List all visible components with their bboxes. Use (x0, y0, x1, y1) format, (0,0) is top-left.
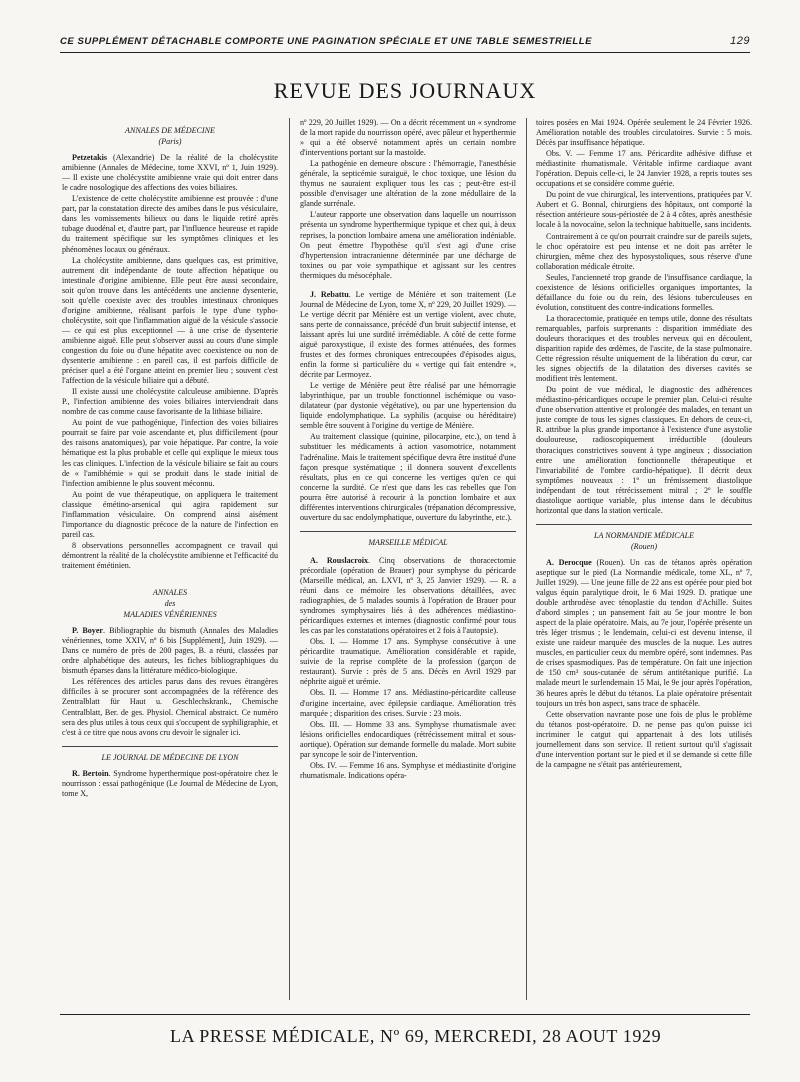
article-paragraph: toires posées en Mai 1924. Opérée seulement le 24 Février 1926. Amélioration notable des troubles circulatoires. Survie : 5 mois. Décès par insuffisance hépatique. (536, 118, 752, 148)
article-paragraph: Au traitement classique (quinine, pilocarpine, etc.), on tend à substituer les médicaments à action vasomotrice, notamment l'adrénaline. Mais le traitement spécifique devra être institué d'une façon presque systématique ; il donnera souvent d'excellents résultats, plus en ce qui concerne les vertiges qu'en ce qui concerne la surdité. Ce n'est que dans les cas rebelles que l'on pourra être autorisé à recourir à la ponction lombaire et aux différentes interventions chirurgicales (trépanation décompressive, ouverture du sac endolymphatique, ouverture du labyrinthe, etc.). (300, 432, 516, 522)
column-1 (62, 118, 278, 1006)
article-paragraph: Au point de vue thérapeutique, on appliquera le traitement classique émétino-arsenical qui agira rapidement sur l'inflammation vésiculaire. On comprend ainsi aisément l'importance du diagnostic précoce de la nature de l'infection en pareil cas. (62, 489, 278, 539)
article-paragraph: Les références des articles parus dans des revues étrangères difficiles à se procurer sont accompagnées de la référence des Zentralblatt für Haut u. Geschlechskrank., Chemische Centralblatt, Ber. de ges. Physiol. Chemical abstraict. Ce numéro sera des plus utiles à tous ceux qui s'occupent de syphiligraphie, et c'est à ce titre que nous avons cru devoir le signaler ici. (62, 677, 278, 737)
journal-heading: MALADIES VÉNÉRIENNES (123, 610, 217, 620)
bottom-rule (60, 1014, 750, 1015)
article-abstract (300, 556, 516, 636)
article-paragraph: Au point de vue pathogénique, l'infection des voies biliaires pourrait se faire par voie ascendante et, plus difficilement (pour des raisons anatomiques), par voie hépatique. Par contre, la voie hématique est la plus probable et celle qui explique le mieux tous les cas cliniques. L'infection de la vésicule biliaire se fait au cours de « l'amibhémie » qui se produit dans le stade initial de l'infection amibienne le plus souvent méconnu. (62, 418, 278, 488)
article-paragraph: L'auteur rapporte une observation dans laquelle un nourrisson présenta un syndrome hyperthermique typique et chez qui, à deux reprises, la ponction lombaire amena une amélioration indéniable. On peut émettre l'hypothèse qu'il s'est agi d'une crise d'hypertension intracranienne déterminée par une décharge de toxines ou par voie sympathique et agissant sur les centres thermiques du mésocéphale. (300, 210, 516, 280)
journal-place: (Rouen) (630, 541, 658, 551)
article-paragraph: La thoracectomie, pratiquée en temps utile, donne des résultats remarquables, parfois surprenants : disparition immédiate des douleurs thoraciques et des troubles nerveux qui en découlent, disparition rapide des œdèmes, de l'ascite, de la stase pulmonaire. Cette régression résulte uniquement de la libération du cœur, car les signes objectifs de la dilatation des diverses cavités se modifient très lentement. (536, 313, 752, 384)
article-title: (Alexandrie) De la réalité de la cholécystite amibienne (Annales de Médecine, tome XXVI, nº 1, Juin 1929). — Il existe une cholécystite amibienne vraie qui doit entrer dans le cadre nosologique des affections des voies biliaires. (62, 153, 278, 193)
column-separator-2 (526, 118, 527, 1000)
article-title: . Syndrome hyperthermique post-opératoire chez le nourrisson : essai pathogénique (Le Journal de Médecine de Lyon, tome X, (62, 768, 278, 798)
article-author: P. Boyer (72, 626, 104, 636)
article-paragraph: Contrairement à ce qu'on pourrait craindre sur de pareils sujets, le choc opératoire est peu intense et ne doit pas arrêter le chirurgien, même chez des hyposystoliques, sous réserve d'une collaboration médicale étroite. (536, 231, 752, 271)
article-paragraph: 8 observations personnelles accompagnent ce travail qui démontrent la réalité de la cholécystite amibienne et l'efficacité du traitement émétinien. (62, 540, 278, 570)
column-2 (300, 118, 516, 1006)
section-divider (300, 531, 516, 532)
article-paragraph: Du point de vue médical, le diagnostic des adhérences médiastino-péricardiques occupe le premier plan. Celui-ci résulte d'une observation attentive et prolongée des malades, en tenant un juste compte de tous les signes classiques. En dehors de ceux-ci, R. attribue la plus grande importance à l'existence d'une asystolie douloureuse, radioscopiquement irréductible (douleurs thoraciques constrictives souvent à type angineux ; dissociation entre une amélioration fonctionnelle thérapeutique et l'invariabilité de l'ombre cardio-hépatique). Il décrit deux symptômes nouveaux : 1º un frémissement diastolique indépendant de tout rétrécissement mitral ; 2º le souffle diastolique aortique variable, plus intense dans le décubitus horizontal que dans la station verticale. (536, 385, 752, 515)
section-divider (536, 524, 752, 525)
article-author: J. Rebattu (310, 289, 349, 299)
article-paragraph: Il existe aussi une cholécystite calculeuse amibienne. D'après P., l'infection amibienne des voies biliaires interviendrait dans nombre de cas comme cause favorisante de la lithiase biliaire. (62, 387, 278, 417)
section-title: REVUE DES JOURNAUX (273, 78, 537, 103)
top-banner (60, 36, 750, 47)
article-author: A. Rouslacroix (310, 555, 369, 565)
article-author: Petzetakis (72, 153, 108, 163)
journal-heading: LE JOURNAL DE MÉDECINE DE LYON (101, 752, 239, 762)
journal-heading: LA NORMANDIE MÉDICALE (593, 530, 695, 540)
journal-heading: ANNALES DE MÉDECINE (125, 126, 215, 135)
article-title: (Rouen). Un cas de tétanos après opération aseptique sur le pied (La Normandie médicale, tome XL, nº 7, Juillet 1929). — Une jeune fille de 22 ans est opérée pour pied bot valgus équin paralytique droit, le 6 Mai 1929. D. pratique une double arthrodèse avec ténoplastie du tendon d'Achille. Suites d'abord simples ; un pansement fait au 5e jour montre le bon aspect de la plaie opératoire. Mais, au 7e jour, l'opérée présente un très léger trismus ; le lendemain, celui-ci est devenu intense, il existe une raideur marquée des muscles de la nuque. Les autres muscles, en particulier ceux du membre opéré, sont indemnes. Pas de crises spasmodiques. Pas de température. On fait une injection de 150 cm³ sous-cutanée de sérum antitétanique purifié. La malade meurt le surlendemain 15 Mai, le 9e jour après l'opération, 36 heures après le début du tétanos. La plaie opératoire présentait toujours un très bon aspect, sans trace de sphacèle. (536, 557, 752, 708)
journal-heading: ANNALES (152, 588, 188, 598)
article-author: A. Derocque (546, 557, 592, 567)
article-paragraph: Cette observation navrante pose une fois de plus le problème du tétanos post-opératoire. D. ne pense pas qu'on puisse ici incriminer le catgut qui appartenait à des lots utilisés journellement dans son service. Il retient surtout qu'il s'agissait d'une intervention portant sur le pied et il se demande si cette fille de la campagne ne s'était pas antérieurement, (536, 709, 752, 769)
article-abstract (62, 626, 278, 676)
article-title: . Cinq observations de thoracectomie précordiale (opération de Brauer) pour symphyse du péricarde (Marseille médical, an. LXVI, nº 3, 25 Janvier 1929). — R. a réuni dans ce mémoire les observations détaillées, avec radiographies, de 5 malades soumis à l'opération de Brauer pour syndromes symphysaires liés à des adhérences médiastino-péricardiques externes et internes (diagnostic confirmé pour tous les cas par les constatations opératoires et 2 fois à l'autopsie). (300, 555, 516, 636)
page-footer: LA PRESSE MÉDICALE, Nº 69, MERCREDI, 28 AOUT 1929 (170, 1026, 662, 1046)
article-paragraph: Seules, l'ancienneté trop grande de l'insuffisance cardiaque, la coexistence de lésions orificielles organiques importantes, la défaillance du foie ou du rein, des lésions tuberculeuses en évolution, constituent des contre-indications formelles. (536, 272, 752, 312)
page-number: 129 (730, 35, 750, 47)
article-paragraph: La pathogénie en demeure obscure : l'hémorragie, l'anesthésie générale, la septicémie suraiguë, le choc toxique, une lésion du thymus ne sauraient expliquer tous les cas ; peut-être est-il possible d'envisager une altération de la zone médullaire de la glande surrénale. (300, 159, 516, 209)
article-author: R. Bertoin (72, 768, 109, 778)
article-paragraph: La cholécystite amibienne, dans quelques cas, est primitive, autrement dit indépendante de toute affection hépatique ou intestinale d'origine amibienne. Elle peut être aussi secondaire, soit qu'on trouve dans les antécédents une ancienne dysenterie, soit qu'elle coexiste avec des troubles intestinaux chroniques d'origine amibienne, réalisant parfois le type d'une typho-cholécystite, soit que l'inflammation aiguë de la vésicule s'associe — ce qui est plus exceptionnel — à une crise de dysenterie amibienne aiguë. Elle peut s'observer aussi au cours d'une simple congestion du foie ou d'une hépatite avec coexistence ou non de dysenterie amibienne : en pareil cas, il est parfois difficile de préciser quel a été l'organe atteint en premier lieu ; souvent c'est l'affection de la vésicule biliaire qui a débuté. (62, 255, 278, 386)
article-paragraph: Obs. II. — Homme 17 ans. Médiastino-péricardite calleuse d'origine incertaine, avec épilepsie cardiaque. Amélioration très marquée ; disparition des crises. Survie : 23 mois. (300, 688, 516, 718)
column-3 (536, 118, 752, 1006)
article-abstract (536, 558, 752, 709)
article-paragraph: nº 229, 20 Juillet 1929). — On a décrit récemment un « syndrome de la mort rapide du nourrisson opéré, avec pâleur et hyperthermie » qui a été observé notamment après un certain nombre d'interventions portant sur la mastoïde. (300, 118, 516, 158)
article-paragraph: Obs. I. — Homme 17 ans. Symphyse consécutive à une péricardite traumatique. Amélioration considérable et rapide, suivie de la reprise complète de la profession (garçon de restaurant). Survie : près de 5 ans. Décès en Avril 1929 par néphrite aiguë et urémie. (300, 637, 516, 687)
journal-heading: MARSEILLE MÉDICAL (368, 537, 448, 547)
journal-place: (Paris) (158, 137, 182, 147)
article-abstract (62, 153, 278, 193)
article-paragraph: Du point de vue chirurgical, les interventions, pratiquées par V. Aubert et G. Bonnal, chirurgiens des hôpitaux, ont comporté la résection antérieure sous-périostée de 2 à 4 côtes, après anesthésie locale à la novocaïne, selon la technique habituelle, sans incidents. (536, 190, 752, 230)
article-title: . Bibliographie du bismuth (Annales des Maladies vénériennes, tome XXIV, nº 6 bis [Supplément], Juin 1929). — Dans ce numéro de près de 200 pages, B. a réuni, classées par ordre alphabétique des auteurs, les fiches bibliographiques du bismuth éparses dans la littérature médico-biologique. (62, 626, 278, 676)
article-abstract (62, 769, 278, 799)
article-paragraph: L'existence de cette cholécystite amibienne est prouvée : d'une part, par la constatation directe des amibes dans le pus vésiculaire, dans les vomissements bilieux ou dans le liquide retiré après tubage duodénal et, d'autre part, par l'influence heureuse et rapide du traitement spécifique sur les symptômes cliniques et les phénomènes locaux ou généraux. (62, 194, 278, 254)
article-paragraph: Obs. IV. — Femme 16 ans. Symphyse et médiastinite d'origine rhumatismale. Indications opéra- (300, 760, 516, 780)
journal-heading: des (164, 599, 176, 609)
section-divider (62, 746, 278, 747)
article-paragraph: Le vertige de Ménière peut être réalisé par une hémorragie labyrinthique, par un trouble fonctionnel ischémique ou vaso-dilatateur (par dystonie végétative), ou par une hypertension du liquide endolymphatique. La syphilis (acquise ou héréditaire) semble être souvent à l'origine du vertige de Ménière. (300, 381, 516, 431)
column-separator-1 (289, 118, 290, 1000)
article-paragraph: Obs. III. — Homme 33 ans. Symphyse rhumatismale avec lésions orificielles endocardiques (rétrécissement mitral et sous-aortique). Opération sur demande formelle du malade. Mort subite par syncope le soir de l'intervention. (300, 719, 516, 759)
article-abstract (300, 290, 516, 380)
banner-text: CE SUPPLÉMENT DÉTACHABLE COMPORTE UNE PAGINATION SPÉCIALE ET UNE TABLE SEMESTRIELLE (60, 36, 593, 47)
top-rule (60, 52, 750, 53)
article-title: . Le vertige de Ménière et son traitement (Le Journal de Médecine de Lyon, tome X, nº 229, 20 Juillet 1929). — Le vertige décrit par Ménière est un vertige violent, avec chute, sans perte de connaissance, précédé d'un bruit subjectif intense, et laissant après lui une surdité irrémédiable. A côté de cette forme aiguë paroxystique, il existe des formes atténuées, des formes frustes et des formes chroniques entrecoupées d'épisodes aigus, enfin la forme si particulière du « vertige qui fait entendre », décrite par Lermoyez. (300, 289, 516, 380)
article-paragraph: Obs. V. — Femme 17 ans. Péricardite adhésive diffuse et médiastinite rhumatismale. Véritable infirme cardiaque avant l'opération. Depuis celle-ci, le 24 Janvier 1928, a repris toutes ses occupations et se considère comme guérie. (536, 149, 752, 189)
